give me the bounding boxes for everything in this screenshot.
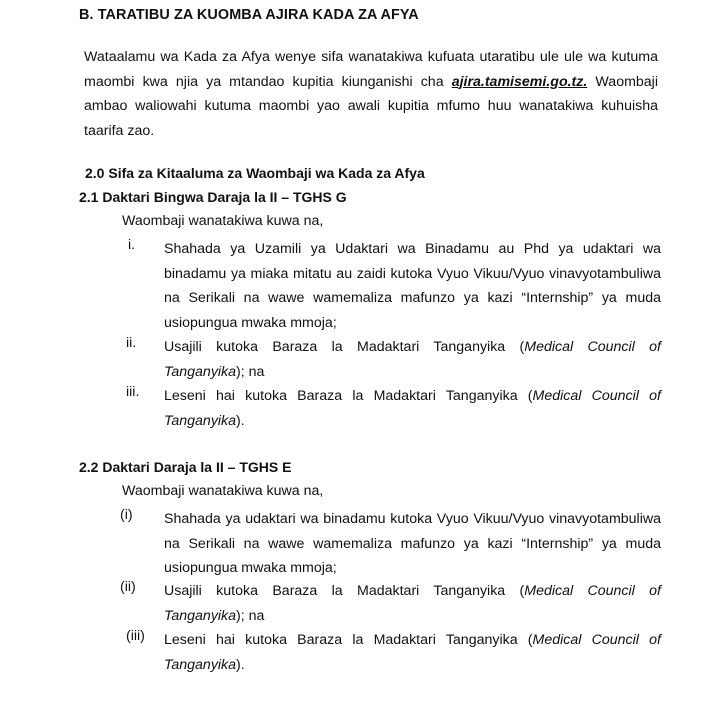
list-number: i.	[128, 237, 136, 253]
list-number: (i)	[120, 507, 133, 523]
list-text: Leseni hai kutoka Baraza la Madaktari Tanganyika (Medical Council of Tanganyika).	[164, 388, 661, 429]
list-text: Shahada ya Uzamili ya Udaktari wa Binadamu au Phd ya udaktari wa binadamu ya miaka mitatu au zaidi kutoka Vyuo Vikuu/Vyuo vinavyotambuliwa na Serikali na wawe wamemaliza mafunzo ya kazi “Internship” ya muda usiopungua mwaka mmoja;	[164, 241, 661, 331]
section-21-lead: Waombaji wanatakiwa kuwa na,	[122, 213, 324, 229]
section-b-heading: B. TARATIBU ZA KUOMBA AJIRA KADA ZA AFYA	[79, 7, 419, 23]
intro-text-after: Waombaji ambao waliowahi kutuma maombi yao awali kupitia mfumo huu wanatakiwa kuhuisha taarifa zao.	[84, 73, 658, 139]
ajira-link[interactable]: ajira.tamisemi.go.tz.	[451, 73, 588, 90]
intro-text-before: Wataalamu wa Kada za Afya wenye sifa wanatakiwa kufuata utaratibu ule ule wa kutuma maombi kwa njia ya mtandao kupitia kiunganishi cha	[84, 49, 658, 90]
section-22-lead: Waombaji wanatakiwa kuwa na,	[122, 483, 324, 499]
list-text: Usajili kutoka Baraza la Madaktari Tanganyika (Medical Council of Tanganyika); na	[164, 339, 661, 380]
section-21-heading: 2.1 Daktari Bingwa Daraja la II – TGHS G	[79, 189, 347, 205]
list-text: Usajili kutoka Baraza la Madaktari Tanganyika (Medical Council of Tanganyika); na	[164, 583, 661, 624]
section-20-heading: 2.0 Sifa za Kitaaluma za Waombaji wa Kada za Afya	[85, 165, 425, 181]
list-number: (ii)	[120, 579, 136, 595]
section-22-heading: 2.2 Daktari Daraja la II – TGHS E	[79, 459, 292, 475]
list-number: iii.	[126, 384, 140, 400]
intro-paragraph	[84, 45, 658, 143]
list-text: Shahada ya udaktari wa binadamu kutoka Vyuo Vikuu/Vyuo vinavyotambuliwa na Serikali na wawe wamemaliza mafunzo ya kazi “Internship” ya muda usiopungua mwaka mmoja;	[164, 511, 661, 576]
list-number: (iii)	[126, 628, 145, 644]
list-number: ii.	[126, 335, 137, 351]
list-text: Leseni hai kutoka Baraza la Madaktari Tanganyika (Medical Council of Tanganyika).	[164, 632, 661, 673]
